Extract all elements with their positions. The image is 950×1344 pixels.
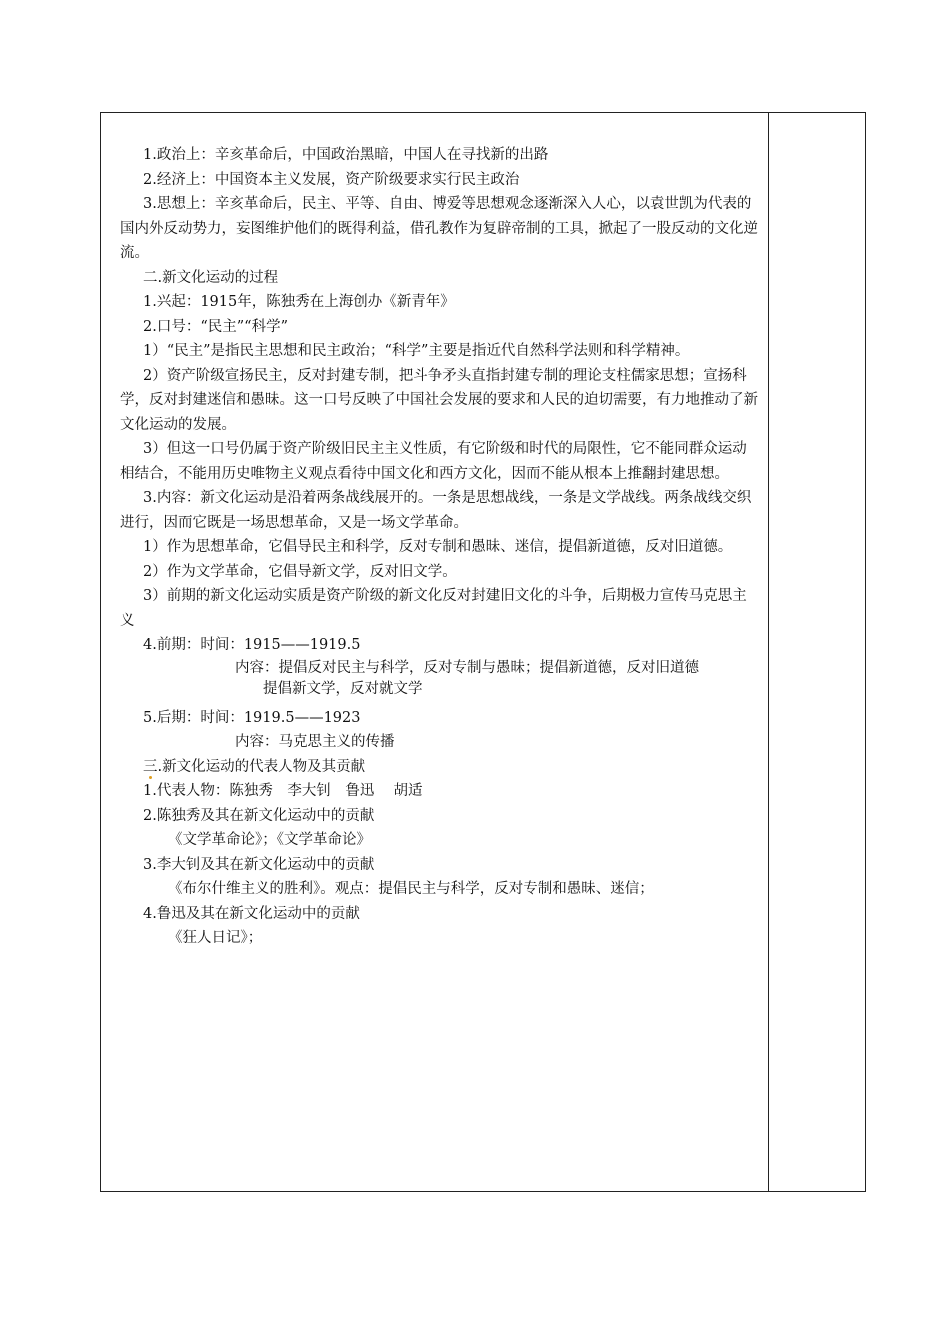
background-economy: 2.经济上：中国资本主义发展，资产阶级要求实行民主政治 (143, 171, 520, 188)
background-thought: 3.思想上：辛亥革命后，民主、平等、自由、博爱等思想观念逐渐深入人心，以袁世凯为代表的国内外反动势力，妄图维护他们的既得利益，借孔教作为复辟帝制的工具，掀起了一股反动的文化逆流。 (120, 196, 758, 261)
stray-mark (149, 776, 152, 779)
early-period-content: 内容：提倡反对民主与科学，反对专制与愚昧；提倡新道德，反对旧道德 (235, 659, 699, 676)
section2-title: 二.新文化运动的过程 (143, 269, 279, 286)
early-period-content-cont: 提倡新文学，反对就文学 (263, 680, 423, 697)
column-divider (768, 112, 769, 1192)
background-politics: 1.政治上：辛亥革命后，中国政治黑暗，中国人在寻找新的出路 (143, 147, 549, 163)
lu-title: 4.鲁迅及其在新文化运动中的贡献 (143, 905, 360, 922)
early-period-time: 4.前期：时间：1915——1919.5 (143, 637, 361, 653)
slogan-point-3: 3）但这一口号仍属于资产阶级旧民主主义性质，有它阶级和时代的局限性，它不能同群众运动相结合，不能用历史唯物主义观点看待中国文化和西方文化，因而不能从根本上推翻封建思想。 (120, 441, 747, 482)
li-title: 3.李大钊及其在新文化运动中的贡献 (143, 856, 375, 873)
content-point-2: 2）作为文学革命，它倡导新文学，反对旧文学。 (143, 563, 457, 580)
document-body (120, 143, 760, 951)
slogan-point-2: 2）资产阶级宣扬民主，反对封建专制，把斗争矛头直指封建专制的理论支柱儒家思想；宣扬科学，反对封建迷信和愚昧。这一口号反映了中国社会发展的要求和人民的迫切需要，有力地推动了新文化运动的发展。 (120, 367, 758, 433)
rise-line: 1.兴起：1915年，陈独秀在上海创办《新青年》 (143, 294, 455, 310)
slogan-line: 2.口号：“民主”“科学” (143, 318, 288, 335)
figures-line: 1.代表人物：陈独秀 李大钊 鲁迅 胡适 (143, 783, 423, 799)
chen-title: 2.陈独秀及其在新文化运动中的贡献 (143, 807, 375, 824)
slogan-point-1: 1）“民主”是指民主思想和民主政治；“科学”主要是指近代自然科学法则和科学精神。 (143, 343, 690, 359)
late-period-time: 5.后期：时间：1919.5——1923 (143, 709, 361, 726)
li-works: 《布尔什维主义的胜利》。观点：提倡民主与科学，反对专制和愚昧、迷信； (168, 881, 654, 897)
chen-works: 《文学革命论》；《文学革命论》 (168, 832, 371, 848)
content-point-1: 1）作为思想革命，它倡导民主和科学，反对专制和愚昧、迷信，提倡新道德，反对旧道德。 (143, 539, 733, 555)
content-intro: 3.内容：新文化运动是沿着两条战线展开的。一条是思想战线，一条是文学战线。两条战线交织进行，因而它既是一场思想革命，又是一场文学革命。 (120, 490, 752, 531)
section3-title: 三.新文化运动的代表人物及其贡献 (143, 758, 366, 775)
lu-works: 《狂人日记》； (168, 930, 263, 946)
late-period-content: 内容：马克思主义的传播 (235, 734, 395, 750)
content-point-3: 3）前期的新文化运动实质是资产阶级的新文化反对封建旧文化的斗争，后期极力宣传马克思主义 (120, 588, 747, 629)
